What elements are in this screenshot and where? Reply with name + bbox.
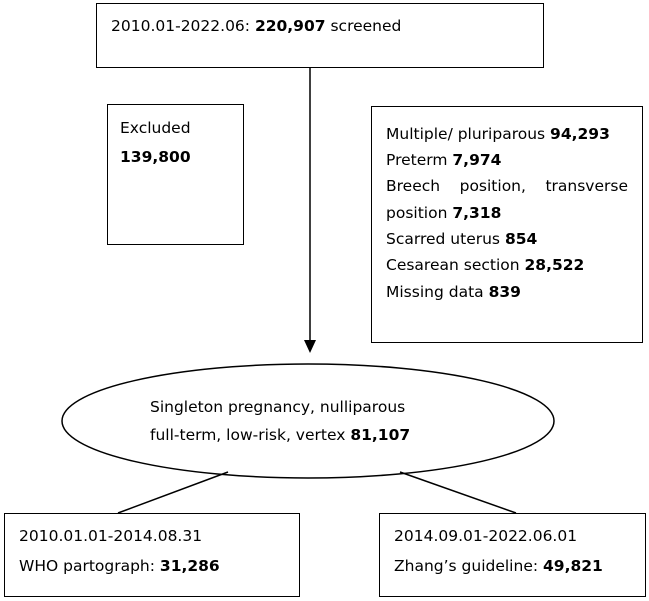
reason-label: Scarred uterus — [386, 230, 505, 248]
branch-line-right — [400, 472, 516, 513]
who-partograph-box — [4, 513, 300, 597]
excluded-count: 139,800 — [120, 148, 191, 166]
reason-missing-data — [386, 281, 521, 303]
included-label: full-term, low-risk, vertex — [150, 426, 351, 444]
reason-label: Cesarean section — [386, 256, 525, 274]
reason-label: Multiple/ pluriparous — [386, 125, 551, 143]
who-label: WHO partograph: — [19, 557, 160, 575]
zhang-count: 49,821 — [543, 557, 603, 575]
included-line1: Singleton pregnancy, nulliparous — [150, 398, 406, 416]
who-period: 2010.01.01-2014.08.31 — [19, 527, 203, 545]
screened-text — [111, 15, 401, 37]
reason-label: Preterm — [386, 151, 453, 169]
excluded-label: Excluded — [120, 119, 191, 137]
excluded-box — [107, 104, 244, 245]
reason-breech-line1 — [386, 175, 628, 197]
reason-count: 854 — [504, 230, 538, 248]
screened-suffix: screened — [325, 17, 402, 35]
branch-line-left — [118, 472, 228, 513]
reason-breech-line2 — [386, 202, 501, 224]
reason-count: 7,318 — [452, 204, 502, 222]
reason-preterm — [386, 149, 501, 171]
reason-count: 94,293 — [550, 125, 610, 143]
screened-count: 220,907 — [254, 17, 326, 35]
reason-count: 7,974 — [452, 151, 502, 169]
reason-count: 28,522 — [524, 256, 585, 274]
arrow-head — [304, 340, 316, 353]
zhang-group — [394, 555, 603, 577]
zhang-period: 2014.09.01-2022.06.01 — [394, 527, 578, 545]
reason-label: Missing data — [386, 283, 489, 301]
zhang-label: Zhang’s guideline: — [394, 557, 543, 575]
exclusion-reasons-box — [371, 106, 643, 343]
zhang-guideline-box — [379, 513, 646, 597]
included-line2 — [150, 424, 410, 446]
screened-box — [96, 3, 544, 68]
who-count: 31,286 — [159, 557, 220, 575]
reason-label: Breech position, transverse — [386, 177, 628, 195]
who-group — [19, 555, 220, 577]
reason-label: position — [386, 204, 453, 222]
screened-label: 2010.01-2022.06: — [111, 17, 255, 35]
reason-cesarean — [386, 254, 584, 276]
reason-scarred-uterus — [386, 228, 537, 250]
reason-multiple — [386, 123, 610, 145]
included-count: 81,107 — [350, 426, 411, 444]
reason-count: 839 — [488, 283, 521, 301]
included-ellipse — [62, 364, 554, 478]
